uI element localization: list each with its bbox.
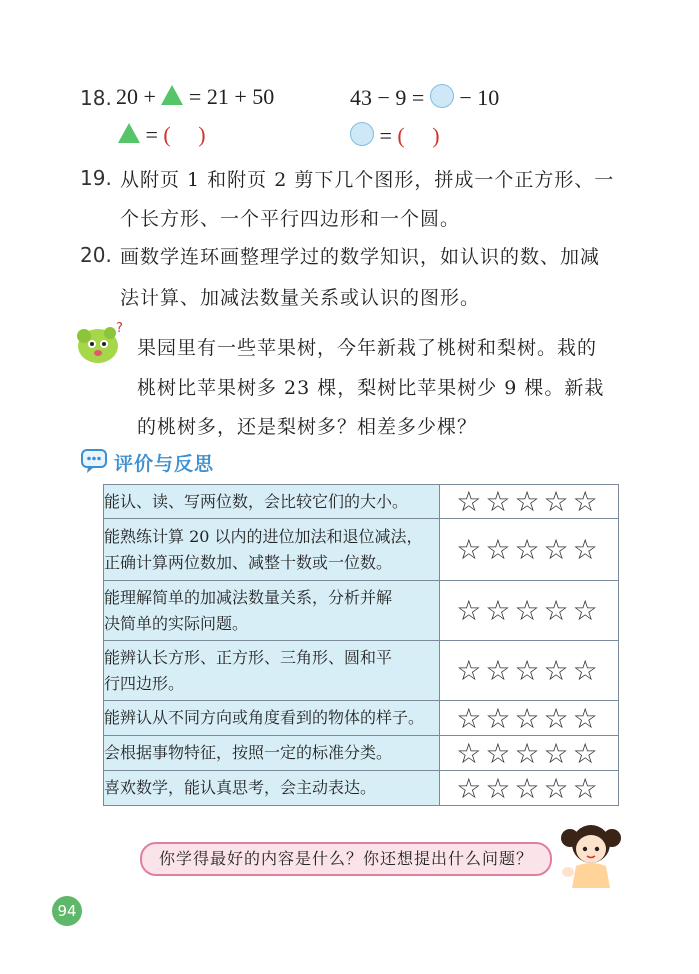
criteria-cell: 能熟练计算 20 以内的进位加法和退位减法， 正确计算两位数加、减整十数或一位数。 [104,519,440,581]
circle-icon [350,122,374,146]
q20-number: 20. [80,243,112,267]
triangle-icon [118,123,140,143]
page-number: 94 [52,896,82,926]
triangle-icon [161,85,183,105]
star-rating[interactable]: ☆☆☆☆☆ [440,485,619,519]
star-rating[interactable]: ☆☆☆☆☆ [440,736,619,771]
criteria-cell: 能辨认长方形、正方形、三角形、圆和平 行四边形。 [104,641,440,701]
star-rating[interactable]: ☆☆☆☆☆ [440,771,619,806]
challenge-line1: 果园里有一些苹果树，今年新栽了桃树和梨树。栽的 [137,337,598,359]
criteria-cell: 能认、读、写两位数，会比较它们的大小。 [104,485,440,519]
girl-illustration [556,818,626,888]
star-rating[interactable]: ☆☆☆☆☆ [440,641,619,701]
table-row [104,736,619,771]
criteria-cell: 喜欢数学，能认真思考，会主动表达。 [104,771,440,806]
q18-eq2 [350,84,499,111]
q19-line1: 从附页 1 和附页 2 剪下几个图形，拼成一个正方形、一 [120,169,615,191]
q18-eq2-left: 43 − 9 = [350,85,425,110]
criteria-cell: 能辨认从不同方向或角度看到的物体的样子。 [104,701,440,736]
q18-answer-circle [350,122,440,149]
q20-line2: 法计算、加减法数量关系或认识的图形。 [120,287,481,309]
table-row [104,581,619,641]
criteria-cell: 能理解简单的加减法数量关系，分析并解 决简单的实际问题。 [104,581,440,641]
criteria-cell: 会根据事物特征，按照一定的标准分类。 [104,736,440,771]
q18-eq1-left: 20 + [116,84,156,109]
q18-eq1 [116,84,274,110]
q18-eq1-right: = 21 + 50 [188,84,275,109]
section-title: 评价与反思 [114,453,215,475]
challenge-line3: 的桃树多，还是梨树多？相差多少棵？ [137,416,478,438]
circle-icon [430,84,454,108]
table-row [104,485,619,519]
star-rating[interactable]: ☆☆☆☆☆ [440,701,619,736]
challenge-line2: 桃树比苹果树多 23 棵，梨树比苹果树少 9 棵。新栽 [137,377,605,399]
svg-text:?: ? [116,321,123,336]
q18-number: 18. [80,86,112,110]
q18-answer-triangle [118,122,206,148]
table-row [104,771,619,806]
speech-bubble: 你学得最好的内容是什么？你还想提出什么问题？ [140,842,552,876]
mascot-icon [74,320,126,366]
chat-icon [80,448,108,474]
table-row [104,519,619,581]
answer-blank[interactable]: ( ) [397,123,440,148]
q18-answer-eq2: = [379,123,392,148]
q19-line2: 个长方形、一个平行四边形和一个圆。 [120,208,461,230]
q20-line1: 画数学连环画整理学过的数学知识，如认识的数、加减 [120,246,601,268]
q18-eq2-right: − 10 [459,85,500,110]
table-row [104,641,619,701]
answer-blank[interactable]: ( ) [163,122,206,147]
table-row [104,701,619,736]
q18-answer-eq: = [145,122,158,147]
evaluation-table [103,484,619,806]
star-rating[interactable]: ☆☆☆☆☆ [440,519,619,581]
q19-number: 19. [80,166,112,190]
star-rating[interactable]: ☆☆☆☆☆ [440,581,619,641]
